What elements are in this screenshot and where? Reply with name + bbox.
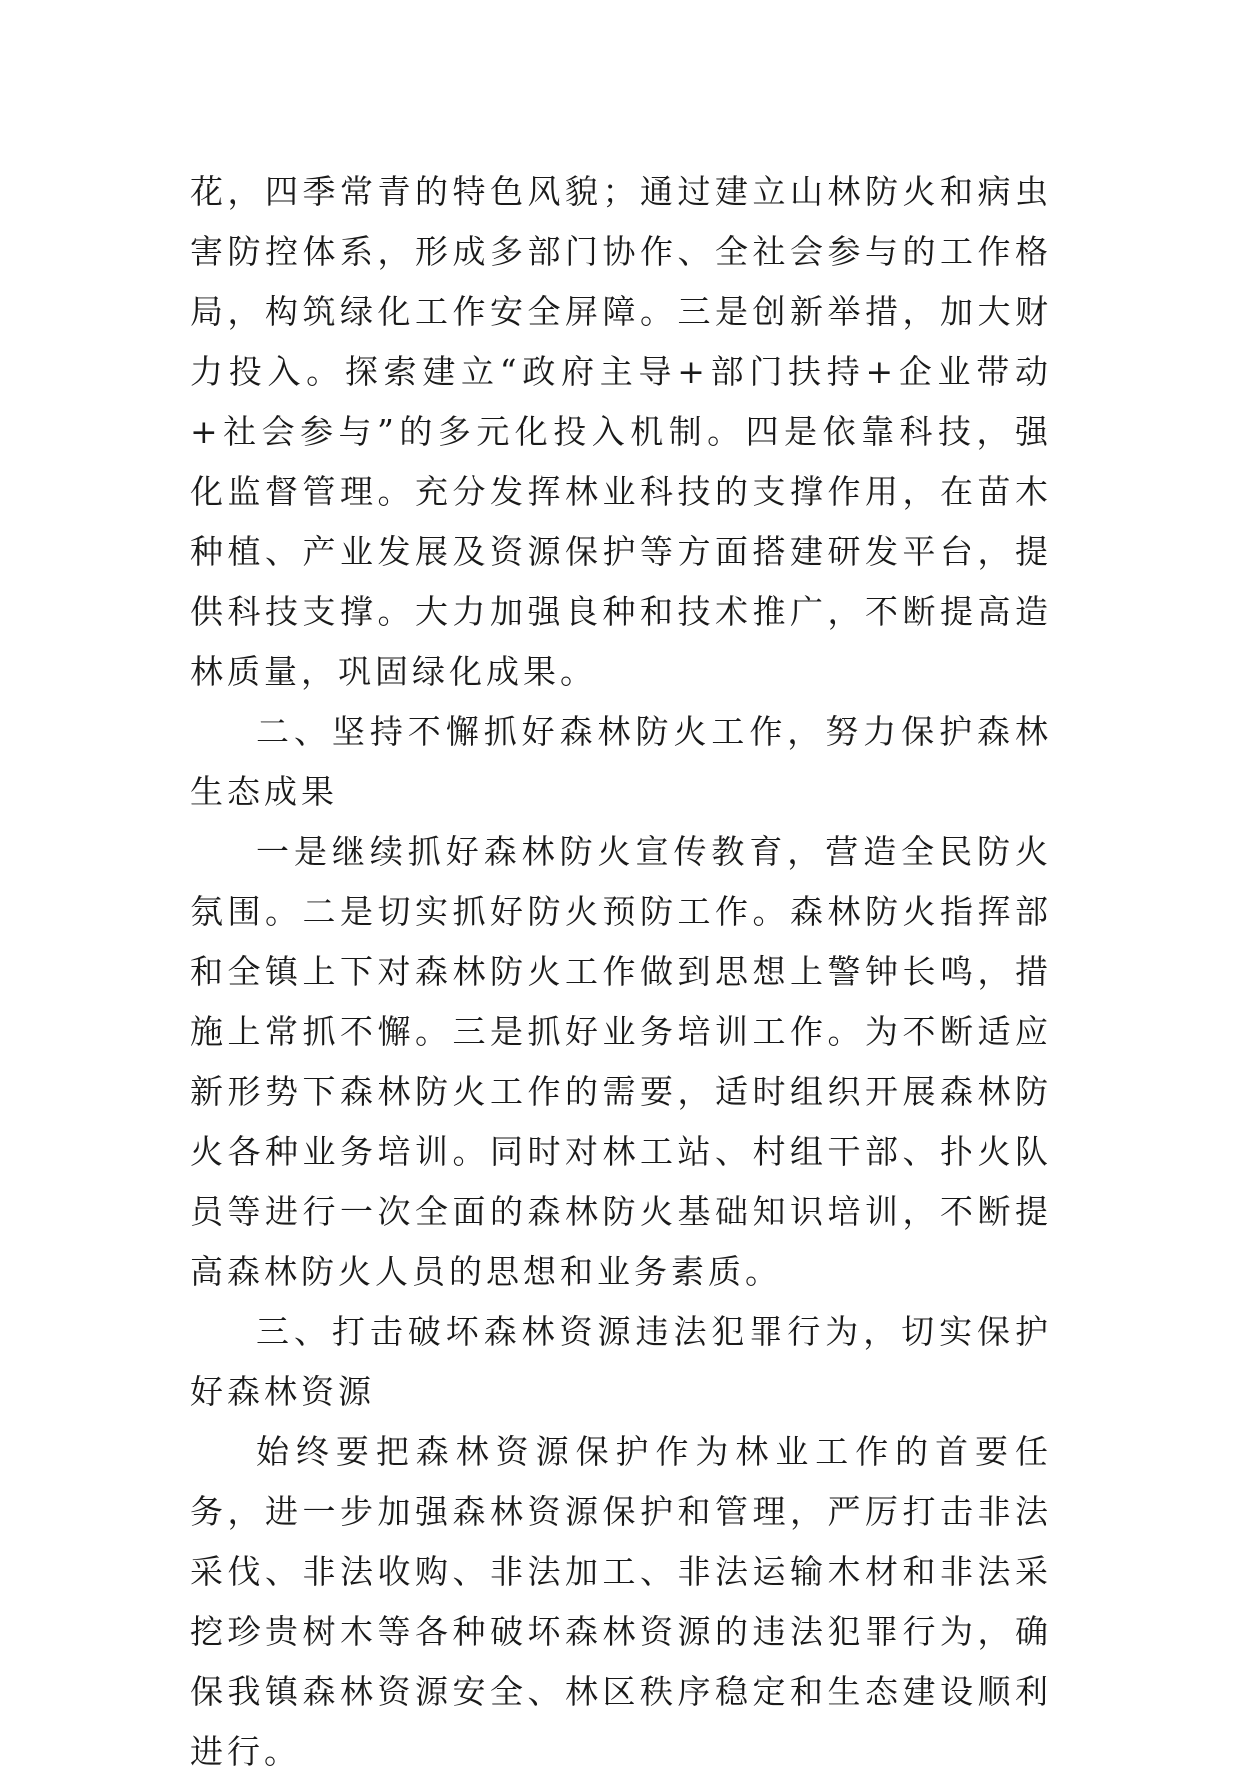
paragraph-continued-measures: 花，四季常青的特色风貌；通过建立山林防火和病虫害防控体系，形成多部门协作、全社会参与的工作格局，构筑绿化工作安全屏障。三是创新举措，加大财力投入。探索建立“政府主导+部门扶持+企业带动+社会参与”的多元化投入机制。四是依靠科技，强化监督管理。充分发挥林业科技的支撑作用，在苗木种植、产业发展及资源保护等方面搭建研发平台，提供科技支撑。大力加强良种和技术推广，不断提高造林质量，巩固绿化成果。 xyxy=(190,172,1052,691)
heading-section-3: 三、打击破坏森林资源违法犯罪行为，切实保护好森林资源 xyxy=(190,1312,1052,1411)
paragraph-resource-protection: 始终要把森林资源保护作为林业工作的首要任务，进一步加强森林资源保护和管理，严厉打击非法采伐、非法收购、非法加工、非法运输木材和非法采挖珍贵树木等各种破坏森林资源的违法犯罪行为，确保我镇森林资源安全、林区秩序稳定和生态建设顺利进行。 xyxy=(190,1432,1052,1771)
paragraph-fire-prevention: 一是继续抓好森林防火宣传教育，营造全民防火氛围。二是切实抓好防火预防工作。森林防火指挥部和全镇上下对森林防火工作做到思想上警钟长鸣，措施上常抓不懈。三是抓好业务培训工作。为不断适应新形势下森林防火工作的需要，适时组织开展森林防火各种业务培训。同时对林工站、村组干部、扑火队员等进行一次全面的森林防火基础知识培训，不断提高森林防火人员的思想和业务素质。 xyxy=(190,832,1052,1291)
heading-section-2: 二、坚持不懈抓好森林防火工作，努力保护森林生态成果 xyxy=(190,712,1052,811)
document-body xyxy=(190,162,1052,1782)
